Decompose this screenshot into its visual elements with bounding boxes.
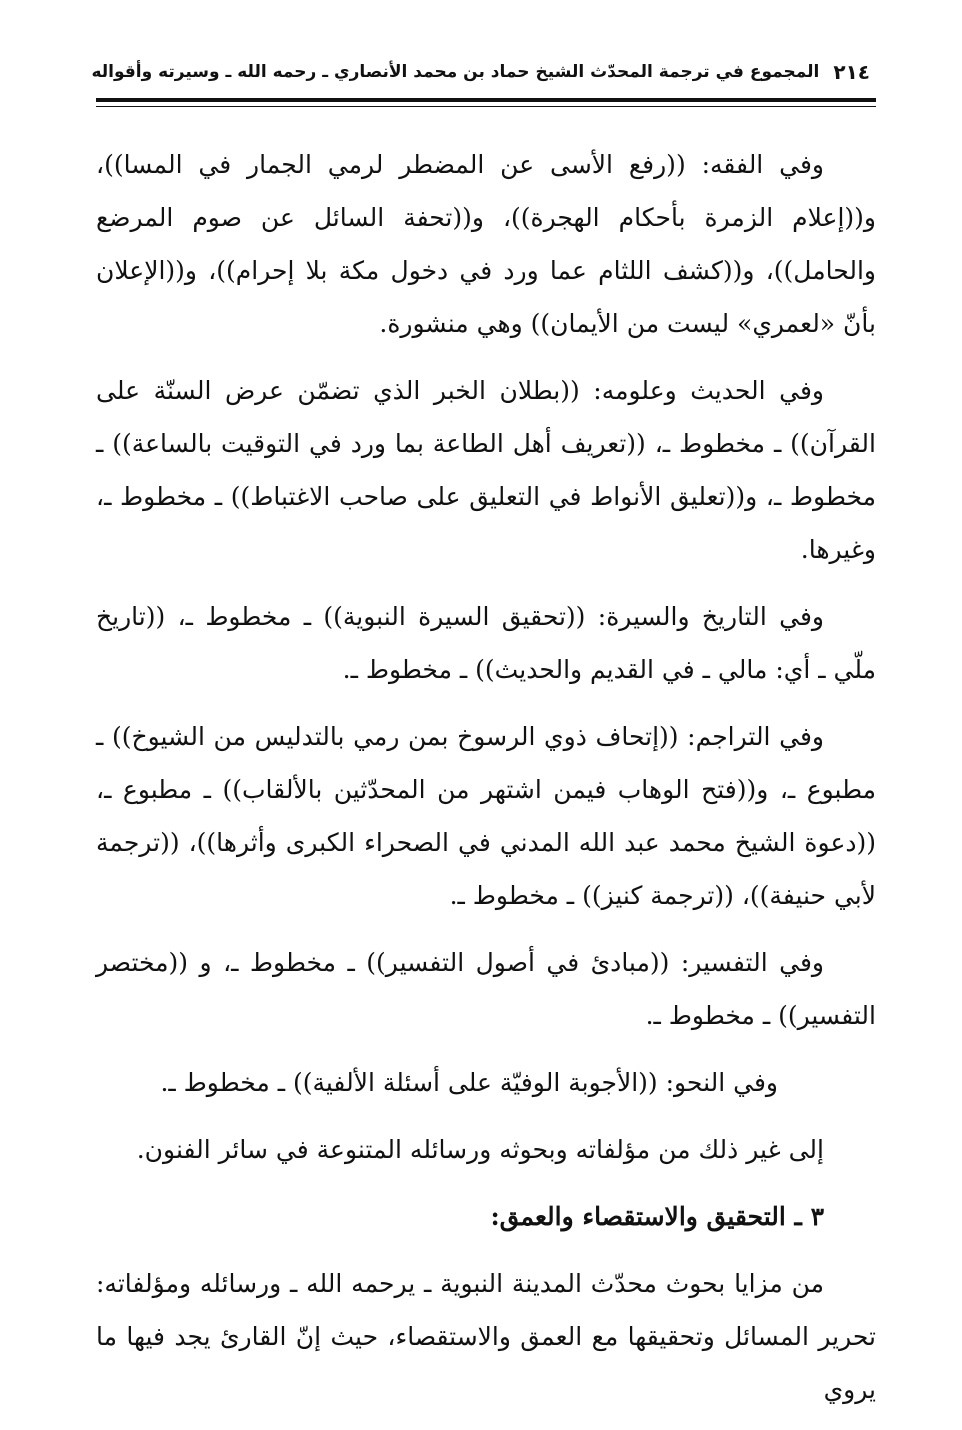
- header-rule-thick: [96, 98, 876, 102]
- body-text: [96, 138, 876, 1430]
- paragraph-tafsir: وفي التفسير: ((مبادئ في أصول التفسير)) ـ مخطوط ـ، و ((مختصر التفسير)) ـ مخطوط ـ.: [96, 948, 876, 1030]
- paragraph-history: وفي التاريخ والسيرة: ((تحقيق السيرة النبوية)) ـ مخطوط ـ، ((تاريخ ملّي ـ أي: مالي ـ في القديم والحديث)) ـ مخطوط ـ.: [96, 602, 876, 684]
- paragraph-other-works: إلى غير ذلك من مؤلفاته وبحوثه ورسائله المتنوعة في سائر الفنون.: [136, 1135, 824, 1164]
- paragraph-grammar: وفي النحو: ((الأجوبة الوفيّة على أسئلة الألفية)) ـ مخطوط ـ.: [160, 1068, 778, 1097]
- section-heading: ٣ ـ التحقيق والاستقصاء والعمق:: [490, 1202, 824, 1231]
- paragraph-fiqh: وفي الفقه: ((رفع الأسى عن المضطر لرمي الجمار في المسا))، و((إعلام الزمرة بأحكام الهجرة))، و((تحفة السائل عن صوم المرضع والحامل))، و((كشف اللثام عما ورد في دخول مكة بلا إحرام))، و((الإعلان بأنّ «لعمري» ليست من الأيمان)) وهي منشورة.: [96, 150, 876, 338]
- header-rule-thin: [96, 106, 876, 107]
- running-title: المجموع في ترجمة المحدّث الشيخ حماد بن محمد الأنصاري ـ رحمه الله ـ وسيرته وأقواله: [91, 62, 820, 82]
- page-number: ٢١٤: [833, 60, 870, 84]
- paragraph-research-merits: من مزايا بحوث محدّث المدينة النبوية ـ يرحمه الله ـ ورسائله ومؤلفاته: تحرير المسائل وتحقيقها مع العمق والاستقصاء، حيث إنّ القارئ يجد فيها ما يروي: [96, 1269, 876, 1404]
- paragraph-biographies: وفي التراجم: ((إتحاف ذوي الرسوخ بمن رمي بالتدليس من الشيوخ)) ـ مطبوع ـ، و((فتح الوهاب فيمن اشتهر من المحدّثين بالألقاب)) ـ مطبوع ـ، ((دعوة الشيخ محمد عبد الله المدني في الصحراء الكبرى وأثرها))، ((ترجمة لأبي حنيفة))، ((ترجمة كنيز)) ـ مخطوط ـ.: [96, 722, 876, 910]
- paragraph-hadith: وفي الحديث وعلومه: ((بطلان الخبر الذي تضمّن عرض السنّة على القرآن)) ـ مخطوط ـ، ((تعريف أهل الطاعة بما ورد في التوقيت بالساعة)) ـ مخطوط ـ، و((تعليق الأنواط في التعليق على صاحب الاغتباط)) ـ مخطوط ـ، وغيرها.: [96, 376, 876, 564]
- running-header: [78, 52, 870, 92]
